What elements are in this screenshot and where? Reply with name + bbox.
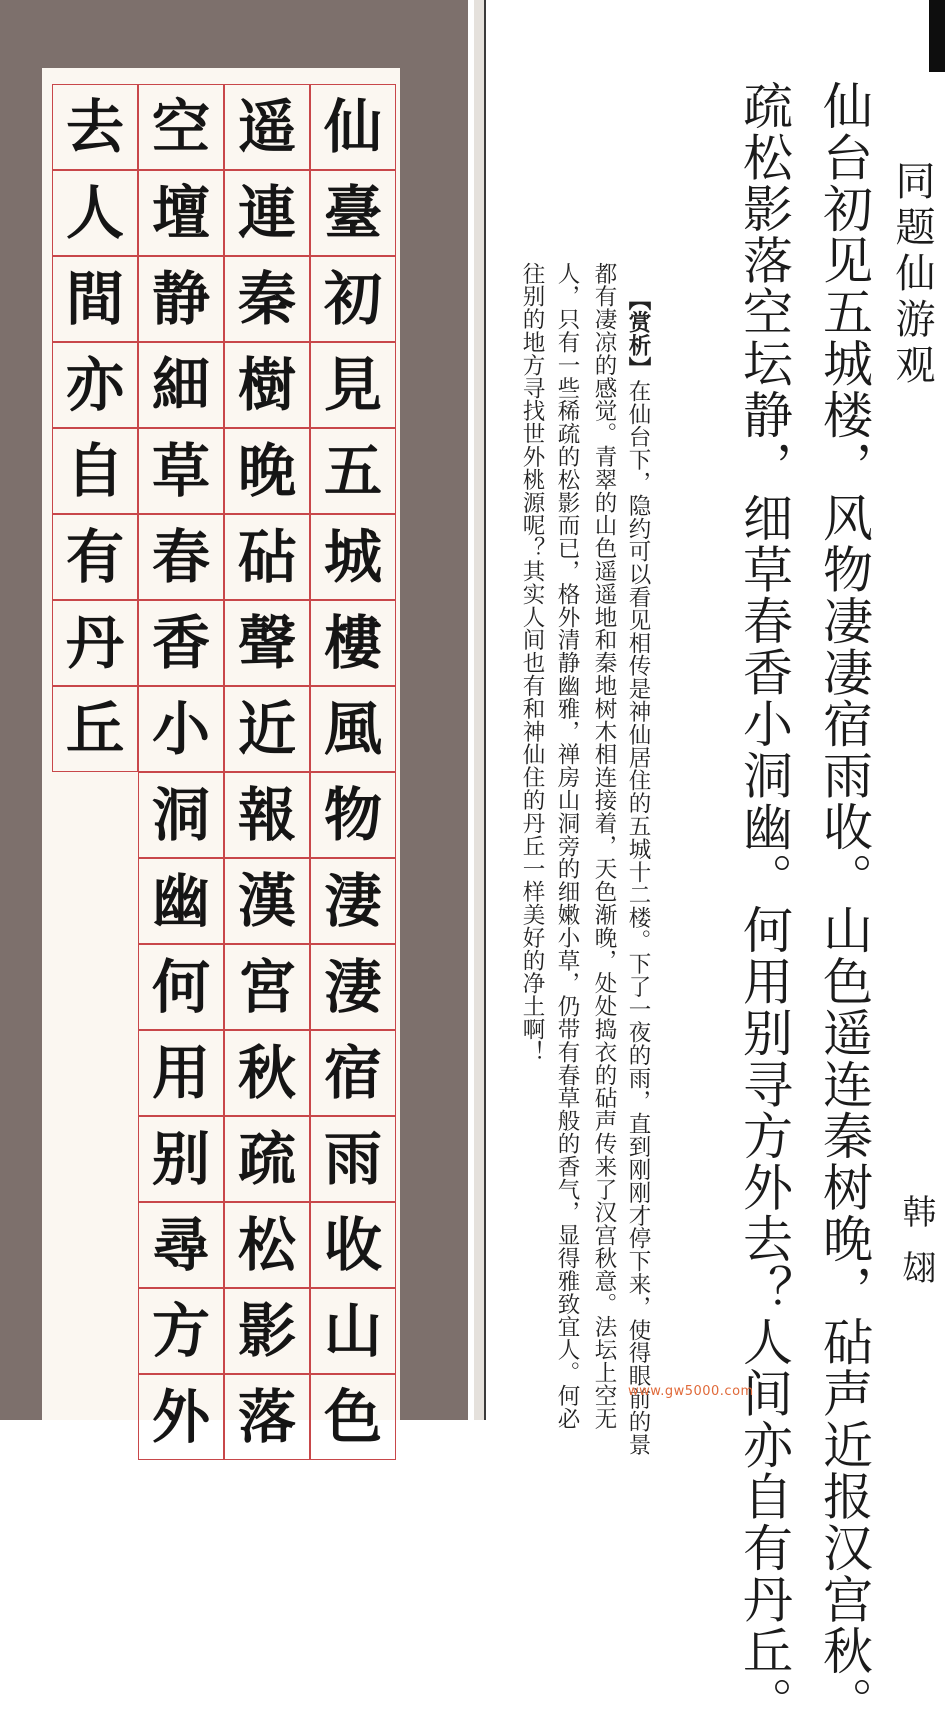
calligraphy-character: 臺 (323, 179, 382, 247)
calligraphy-cell (138, 1030, 224, 1116)
calligraphy-cell (138, 600, 224, 686)
calligraphy-character: 秋 (237, 1039, 296, 1107)
calligraphy-cell (224, 600, 310, 686)
calligraphy-character: 聲 (237, 609, 296, 677)
watermark: www.gw5000.com (628, 1384, 754, 1399)
poem-line: 疏松影落空坛静，细草春香小洞幽。何用别寻方外去？人间亦自有丹丘。 (735, 80, 793, 1728)
poem-author: 韩翃 (896, 1194, 936, 1306)
calligraphy-character: 物 (323, 781, 382, 849)
calligraphy-cell (52, 84, 138, 170)
calligraphy-character: 外 (151, 1383, 210, 1451)
calligraphy-character: 春 (151, 523, 210, 591)
calligraphy-cell (52, 342, 138, 428)
calligraphy-panel (0, 0, 468, 1451)
calligraphy-character: 幽 (151, 867, 210, 935)
calligraphy-sheet (42, 68, 400, 1451)
calligraphy-cell (310, 600, 396, 686)
calligraphy-cell (224, 858, 310, 944)
calligraphy-character: 静 (151, 265, 210, 333)
calligraphy-character: 遥 (237, 93, 296, 161)
poem-title: 同题仙游观 (889, 160, 935, 390)
calligraphy-cell (224, 342, 310, 428)
calligraphy-cell (224, 1116, 310, 1202)
calligraphy-cell (138, 944, 224, 1030)
calligraphy-cell (138, 772, 224, 858)
calligraphy-cell (52, 600, 138, 686)
page-edge-line (484, 0, 486, 1420)
calligraphy-character: 别 (151, 1125, 210, 1193)
appreciation-label: 【赏析】 (625, 288, 651, 380)
calligraphy-character: 人 (65, 179, 124, 247)
calligraphy-character: 五 (323, 437, 382, 505)
calligraphy-character: 去 (65, 93, 124, 161)
calligraphy-cell (310, 514, 396, 600)
calligraphy-cell (52, 686, 138, 772)
calligraphy-cell (52, 256, 138, 342)
calligraphy-cell (310, 1030, 396, 1116)
calligraphy-character: 宿 (323, 1039, 382, 1107)
calligraphy-character: 報 (237, 781, 296, 849)
calligraphy-character: 方 (151, 1297, 210, 1365)
calligraphy-character: 樓 (323, 609, 382, 677)
calligraphy-cell (310, 858, 396, 944)
calligraphy-character: 淒 (323, 953, 382, 1021)
calligraphy-character: 用 (151, 1039, 210, 1107)
calligraphy-character: 城 (323, 523, 382, 591)
calligraphy-character: 樹 (237, 351, 296, 419)
calligraphy-cell (310, 1116, 396, 1202)
calligraphy-cell (52, 170, 138, 256)
calligraphy-cell (310, 944, 396, 1030)
calligraphy-character: 晚 (237, 437, 296, 505)
calligraphy-cell (224, 514, 310, 600)
calligraphy-character: 亦 (65, 351, 124, 419)
calligraphy-cell (224, 772, 310, 858)
calligraphy-character: 淒 (323, 867, 382, 935)
calligraphy-cell (224, 944, 310, 1030)
calligraphy-cell (310, 84, 396, 170)
calligraphy-character: 仙 (323, 93, 382, 161)
page-corner-strip (929, 0, 945, 72)
calligraphy-cell (138, 84, 224, 170)
calligraphy-character: 影 (237, 1297, 296, 1365)
calligraphy-cell (224, 428, 310, 514)
calligraphy-character: 丘 (65, 695, 124, 763)
appreciation-column (622, 288, 654, 1456)
calligraphy-cell (224, 1374, 310, 1460)
appreciation-column: 人，只有一些稀疏的松影而已，格外清静幽雅，禅房山洞旁的细嫩小草，仍带有春草般的香气，显得雅致宜人。何必 (554, 262, 580, 1430)
calligraphy-character: 小 (151, 695, 210, 763)
calligraphy-cell (138, 686, 224, 772)
calligraphy-cell (138, 514, 224, 600)
calligraphy-cell (224, 686, 310, 772)
calligraphy-character: 收 (323, 1211, 382, 1279)
calligraphy-grid (52, 84, 396, 1451)
page-edge (474, 0, 484, 1420)
calligraphy-character: 秦 (237, 265, 296, 333)
calligraphy-cell (224, 1288, 310, 1374)
calligraphy-cell (138, 428, 224, 514)
calligraphy-cell (310, 772, 396, 858)
calligraphy-cell (52, 514, 138, 600)
calligraphy-character: 尋 (151, 1211, 210, 1279)
calligraphy-cell (224, 1030, 310, 1116)
calligraphy-character: 何 (151, 953, 210, 1021)
calligraphy-character: 疏 (237, 1125, 296, 1193)
calligraphy-character: 自 (65, 437, 124, 505)
calligraphy-character: 香 (151, 609, 210, 677)
calligraphy-cell (138, 170, 224, 256)
calligraphy-cell (138, 1116, 224, 1202)
calligraphy-character: 落 (237, 1383, 296, 1451)
calligraphy-character: 漢 (237, 867, 296, 935)
calligraphy-cell (224, 84, 310, 170)
appreciation-column: 都有凄凉的感觉。青翠的山色遥遥地和秦地树木相连接着，天色渐晚，处处捣衣的砧声传来了汉宫秋意。法坛上空无 (591, 262, 617, 1430)
calligraphy-character: 壇 (151, 179, 210, 247)
appreciation-column: 往别的地方寻找世外桃源呢？其实人间也有和神仙住的丹丘一样美好的净土啊！ (519, 262, 545, 1064)
calligraphy-character: 細 (151, 351, 210, 419)
calligraphy-character: 初 (323, 265, 382, 333)
calligraphy-character: 宮 (237, 953, 296, 1021)
calligraphy-cell (310, 342, 396, 428)
calligraphy-cell (138, 1374, 224, 1460)
calligraphy-character: 山 (323, 1297, 382, 1365)
calligraphy-cell (138, 858, 224, 944)
calligraphy-cell (310, 1288, 396, 1374)
calligraphy-character: 雨 (323, 1125, 382, 1193)
calligraphy-character: 洞 (151, 781, 210, 849)
calligraphy-cell (138, 1288, 224, 1374)
calligraphy-character: 草 (151, 437, 210, 505)
appreciation-text: 在仙台下，隐约可以看见相传是神仙居住的五城十二楼。下了一夜的雨，直到刚刚才停下来，使得眼前的景 (625, 379, 651, 1456)
calligraphy-cell (310, 1374, 396, 1460)
calligraphy-character: 丹 (65, 609, 124, 677)
calligraphy-cell (310, 428, 396, 514)
poem-line: 仙台初见五城楼，风物凄凄宿雨收。山色遥连秦树晚，砧声近报汉宫秋。 (815, 80, 873, 1728)
calligraphy-character: 有 (65, 523, 124, 591)
calligraphy-cell (310, 1202, 396, 1288)
calligraphy-cell (138, 1202, 224, 1288)
calligraphy-cell (138, 342, 224, 428)
calligraphy-character: 風 (323, 695, 382, 763)
calligraphy-cell (224, 256, 310, 342)
calligraphy-cell (310, 686, 396, 772)
calligraphy-character: 近 (237, 695, 296, 763)
calligraphy-cell (138, 256, 224, 342)
calligraphy-character: 色 (323, 1383, 382, 1451)
calligraphy-cell (310, 256, 396, 342)
calligraphy-character: 砧 (237, 523, 296, 591)
calligraphy-character: 見 (323, 351, 382, 419)
calligraphy-character: 空 (151, 93, 210, 161)
calligraphy-character: 間 (65, 265, 124, 333)
calligraphy-cell (224, 170, 310, 256)
calligraphy-cell (310, 170, 396, 256)
calligraphy-cell (52, 428, 138, 514)
calligraphy-character: 松 (237, 1211, 296, 1279)
calligraphy-cell (224, 1202, 310, 1288)
calligraphy-character: 連 (237, 179, 296, 247)
